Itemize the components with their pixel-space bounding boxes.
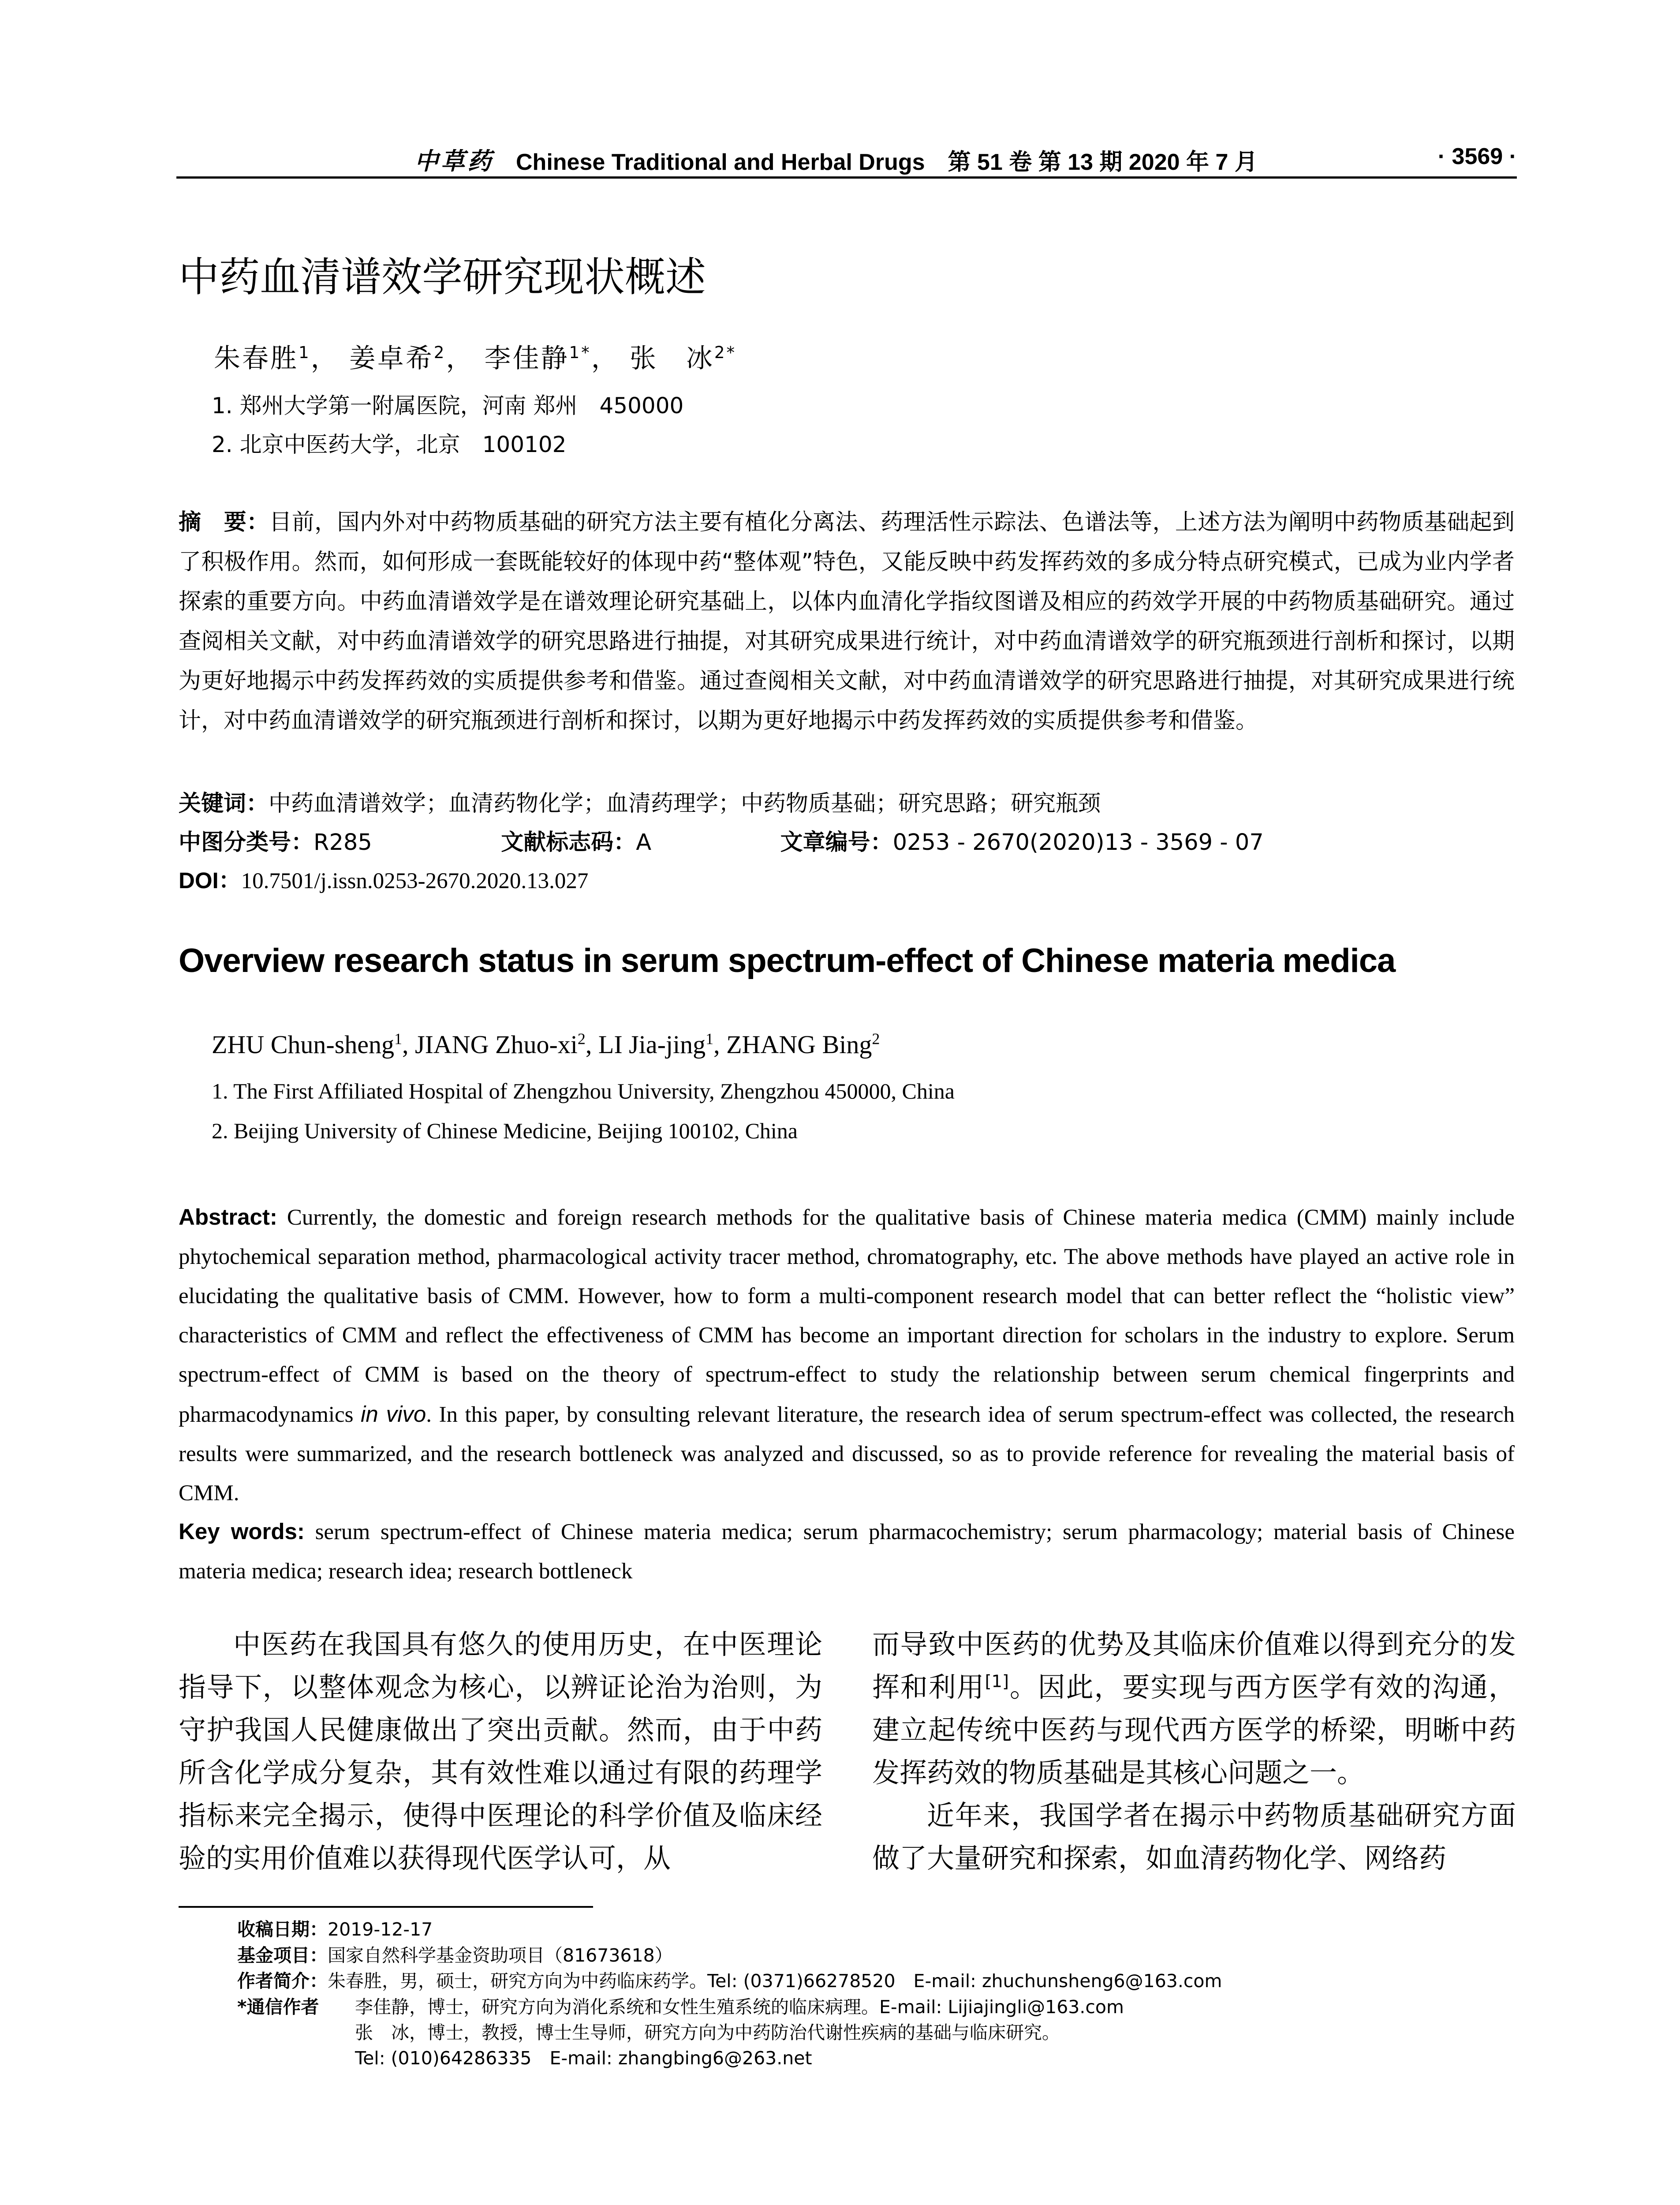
body-text: 而导致中医药的优势及其临床价值难以得到充分的发挥和利用: [872, 1628, 1516, 1703]
cn-abstract: [179, 503, 1515, 741]
cn-title: 中药血清谱效学研究现状概述: [179, 254, 706, 301]
clc-value: R285: [314, 830, 372, 856]
doccode-value: A: [636, 830, 652, 856]
en-keywords-label: Key words:: [179, 1519, 305, 1544]
footnote-corresponding: [237, 1994, 319, 2020]
author-name: 朱春胜: [214, 343, 299, 374]
author-affil-mark: 2: [577, 1030, 586, 1048]
doi-label: DOI：: [179, 868, 241, 893]
en-abstract-text-2: . In this paper, by consulting relevant literature, the research idea of serum spectrum-effect was collected, the research results were summarized, and the research bottleneck was analyzed and discussed, so as to provide reference for revealing the material basis of CMM.: [179, 1402, 1515, 1506]
cn-keywords-label: 关键词：: [179, 791, 269, 817]
author-affil-mark: 1: [394, 1030, 402, 1048]
en-affiliation-1: 1. The First Affiliated Hospital of Zhengzhou University, Zhengzhou 450000, China: [212, 1079, 955, 1103]
cn-affiliation-1: 1. 郑州大学第一附属医院，河南 郑州 450000: [212, 393, 684, 419]
cn-keywords-text: 中药血清谱效学；血清药物化学；血清药理学；中药物质基础；研究思路；研究瓶颈: [269, 791, 1101, 817]
en-authors: ZHU Chun-sheng$^1$, JIANG Zhuo-$xi^2$, LI Jia-jing$^1$, ZHANG Bing$^2$: [212, 1030, 880, 1059]
fund-value: 国家自然科学基金资助项目（81673618）: [328, 1945, 673, 1966]
header-rule: [176, 176, 1517, 179]
en-abstract-italic: in vivo: [361, 1401, 426, 1427]
author-name: 李佳静: [484, 343, 569, 374]
author-name: 张 冰: [629, 343, 714, 374]
fund-label: 基金项目：: [237, 1945, 328, 1966]
corr-line-1: 李佳静，博士，研究方向为消化系统和女性生殖系统的临床病理。E-mail: Lijiajingli@163.com: [355, 1996, 1124, 2018]
author-name: LI Jia-jing: [598, 1030, 706, 1059]
author-affil-mark: 1: [706, 1030, 714, 1048]
author-affil-mark: 1: [299, 343, 311, 362]
footnote-rule: [179, 1906, 593, 1908]
body-paragraph: 近年来，我国学者在揭示中药物质基础研究方面做了大量研究和探索，如血清药物化学、网络药: [872, 1799, 1516, 1874]
corr-label: *通信作者: [237, 1996, 319, 2018]
doi-line: [179, 862, 588, 895]
citation-ref: [1]: [985, 1671, 1009, 1692]
author-affil-mark: 2: [872, 1030, 880, 1048]
page-number: · 3569 ·: [1437, 144, 1517, 169]
body-paragraph: 中医药在我国具有悠久的使用历史，在中医理论指导下，以整体观念为核心，以辨证论治为治则，为守护我国人民健康做出了突出贡献。然而，由于中药所含化学成分复杂，其有效性难以通过有限的药理学指标来完全揭示，使得中医理论的科学价值及临床经验的实用价值难以获得现代医学认可，从: [179, 1628, 822, 1874]
author-bio-value: 朱春胜，男，硕士，研究方向为中药临床药学。Tel: (0371)66278520 E-mail: zhuchunsheng6@163.com: [328, 1970, 1222, 1992]
doccode-label: 文献标志码：: [501, 830, 636, 856]
en-keywords-text: serum spectrum-effect of Chinese materia medica; serum pharmacochemistry; serum pharmacology; material basis of Chinese materia medica; research idea; research bottleneck: [179, 1520, 1515, 1584]
footnote-author: [237, 1968, 1222, 1994]
article-no-label: 文章编号：: [780, 830, 893, 856]
author-bio-label: 作者简介：: [237, 1970, 328, 1992]
cn-affiliation-2: 2. 北京中医药大学，北京 100102: [212, 432, 567, 457]
author-name: JIANG Zhuo-xi: [415, 1030, 578, 1059]
corr-line-2: 张 冰，博士，教授，博士生导师，研究方向为中药防治代谢性疾病的基础与临床研究。: [355, 2022, 1060, 2043]
body-text: 。因此，要实现与西方医学有效的沟通，建立起传统中医药与现代西方医学的桥梁，明晰中药发挥药效的物质基础是其核心问题之一。: [872, 1671, 1516, 1789]
corr-line-3: Tel: (010)64286335 E-mail: zhangbing6@263.net: [355, 2048, 812, 2069]
body-column-right: [872, 1623, 1516, 1880]
clc-label: 中图分类号：: [179, 830, 314, 856]
journal-logo: 中草药: [414, 147, 494, 175]
cn-abstract-text: 目前，国内外对中药物质基础的研究方法主要有植化分离法、药理活性示踪法、色谱法等，上述方法为阐明中药物质基础起到了积极作用。然而，如何形成一套既能较好的体现中药“整体观”特色，又能反映中药发挥药效的多成分特点研究模式，已成为业内学者探索的重要方向。中药血清谱效学是在谱效理论研究基础上，以体内血清化学指纹图谱及相应的药效学开展的中药物质基础研究。通过查阅相关文献，对中药血清谱效学的研究思路进行抽提，对其研究成果进行统计，对中药血清谱效学的研究瓶颈进行剖析和探讨，以期为更好地揭示中药发挥药效的实质提供参考和借鉴。通过查阅相关文献，对中药血清谱效学的研究思路进行抽提，对其研究成果进行统计，对中药血清谱效学的研究瓶颈进行剖析和探讨，以期为更好地揭示中药发挥药效的实质提供参考和借鉴。: [179, 509, 1515, 734]
body-column-left: [179, 1623, 822, 1880]
cn-keywords: [179, 785, 1101, 818]
en-abstract-label: Abstract:: [179, 1204, 277, 1230]
footnote-fund: [237, 1943, 673, 1968]
cn-abstract-label: 摘 要：: [179, 509, 269, 535]
cn-classification: [179, 824, 1264, 856]
received-value: 2019-12-17: [328, 1919, 433, 1940]
journal-issue: Chinese Traditional and Herbal Drugs 第 51 卷 第 13 期 2020 年 7 月: [516, 149, 1258, 175]
author-name: ZHU Chun-sheng: [212, 1030, 395, 1059]
body-paragraph: [872, 1623, 1516, 1794]
author-affil-mark: 2: [433, 343, 446, 362]
received-label: 收稿日期：: [237, 1919, 328, 1940]
author-affil-mark: 2*: [714, 343, 737, 362]
running-head: [176, 139, 1517, 174]
en-abstract-text-1: Currently, the domestic and foreign research methods for the qualitative basis of Chinese materia medica (CMM) mainly include phytochemical separation method, pharmacological activity tracer method, chromatography, etc. The above methods have played an active role in elucidating the qualitative basis of CMM. However, how to form a multi-component research model that can better reflect the “holistic view” characteristics of CMM and reflect the effectiveness of CMM has become an important direction for scholars in the industry to explore. Serum spectrum-effect of CMM is based on the theory of spectrum-effect to study the relationship between serum chemical fingerprints and pharmacodynamics: [179, 1205, 1515, 1427]
footnote-received: [237, 1917, 433, 1942]
doi-value: 10.7501/j.issn.0253-2670.2020.13.027: [241, 869, 589, 893]
cn-authors: 朱春胜$^1$， 姜卓希$^2$， 李佳静$^{1*}$， 张 冰$^{2*}$: [214, 343, 737, 374]
author-affil-mark: 1*: [569, 343, 591, 362]
en-abstract: [179, 1197, 1515, 1513]
author-name: ZHANG Bing: [726, 1030, 872, 1059]
article-no-value: 0253 - 2670(2020)13 - 3569 - 07: [892, 830, 1264, 856]
author-name: 姜卓希: [349, 343, 434, 374]
en-affiliation-2: 2. Beijing University of Chinese Medicine, Beijing 100102, China: [212, 1118, 798, 1143]
en-keywords: [179, 1512, 1515, 1591]
en-title: Overview research status in serum spectrum-effect of Chinese materia medica: [179, 942, 1396, 979]
